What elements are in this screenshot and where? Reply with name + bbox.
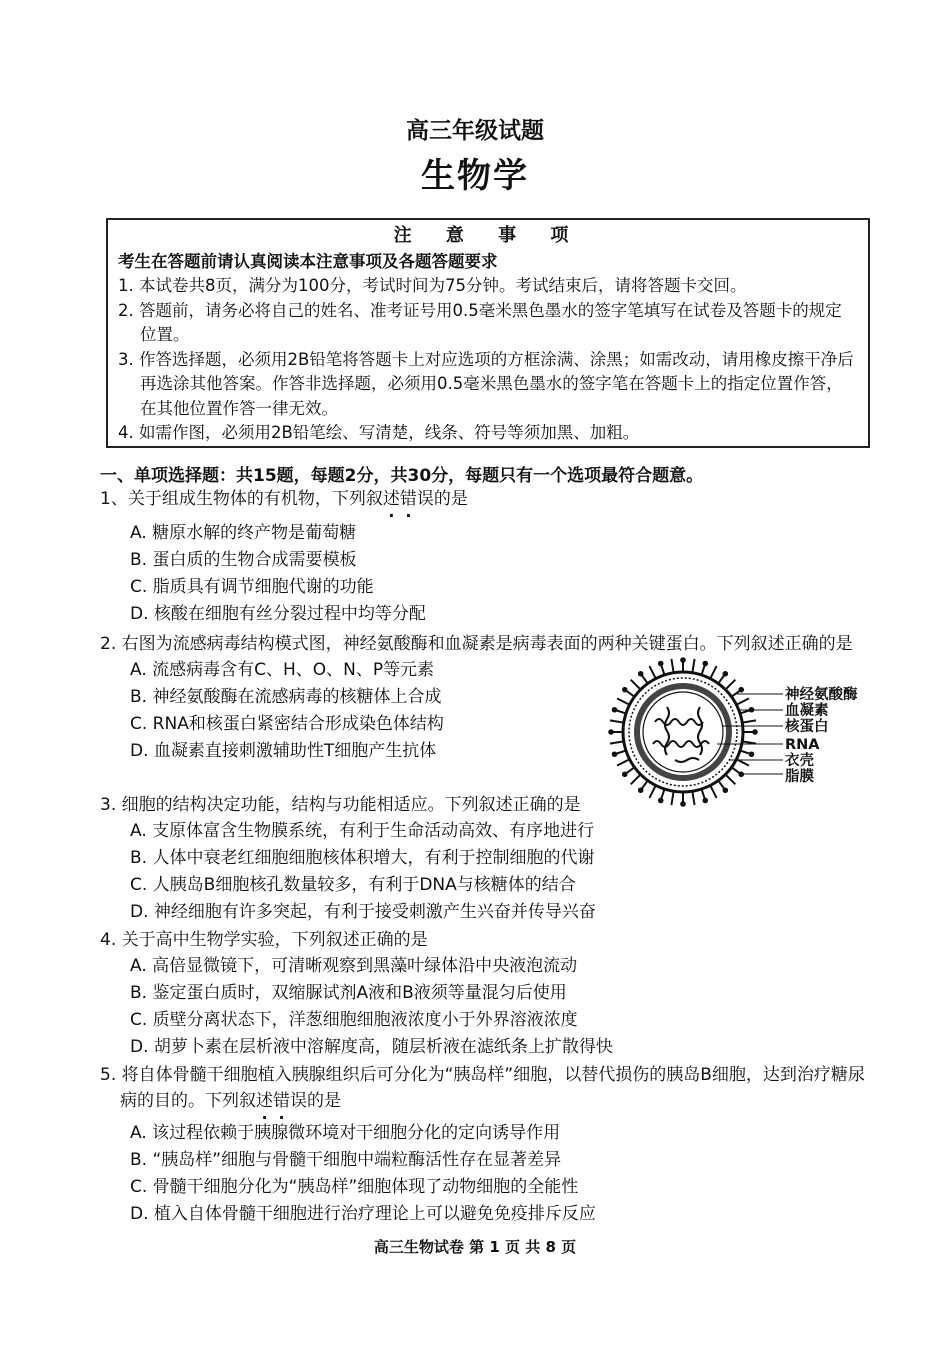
option: B. 人体中衰老红细胞细胞核体积增大，有利于控制细胞的代谢 — [130, 848, 595, 868]
option: A. 流感病毒含有C、H、O、N、P等元素 — [130, 660, 435, 680]
notice-item-1: 1. 本试卷共8页，满分为100分，考试时间为75分钟。考试结束后，请将答题卡交回。 — [118, 276, 747, 295]
option: A. 该过程依赖于胰腺微环境对干细胞分化的定向诱导作用 — [130, 1123, 561, 1143]
label-rna: RNA — [785, 737, 820, 753]
spike-head — [750, 752, 754, 756]
option: B. 蛋白质的生物合成需要模板 — [130, 550, 357, 570]
neuraminidase-spike — [671, 659, 673, 673]
label-lipid-membrane: 脂膜 — [785, 769, 814, 785]
influenza-virus-figure — [605, 652, 885, 812]
option: B. 神经氨酸酶在流感病毒的核糖体上合成 — [130, 687, 442, 707]
emphasis-char: 错 — [399, 489, 417, 509]
label-nucleoprotein: 核蛋白 — [785, 719, 829, 735]
grade-title: 高三年级试题 — [406, 118, 544, 144]
label-hemagglutinin: 血凝素 — [785, 703, 829, 719]
question-1 — [100, 486, 880, 628]
question-4-stem: 4. 关于高中生物学实验，下列叙述正确的是 — [100, 930, 428, 950]
spike-head — [659, 662, 663, 666]
neuraminidase-spike — [649, 666, 655, 678]
option: A. 高倍显微镜下，可清晰观察到黑藻叶绿体沿中央液泡流动 — [130, 956, 578, 976]
notice-item-2: 2. 答题前，请务必将自己的姓名、准考证号用0.5毫米黑色墨水的签字笔填写在试卷及答题卡的规定位置。 — [118, 300, 842, 344]
neuraminidase-spike — [631, 774, 641, 784]
spike-head — [613, 752, 617, 756]
spike-head — [703, 662, 707, 666]
question-5 — [100, 1062, 880, 1228]
notice-item-3: 3. 作答选择题，必须用2B铅笔将答题卡上对应选项的方框涂满、涂黑；如需改动，请用橡皮擦干净后再选涂其他答案。作答非选择题，必须用0.5毫米黑色墨水的签字笔在答题卡上的指定位置作答，在其他位置作答一律无效。 — [118, 349, 854, 418]
notice-item-4: 4. 如需作图，必须用2B铅笔绘、写清楚，线条、符号等须加黑、加粗。 — [118, 423, 640, 442]
option: D. 血凝素直接刺激辅助性T细胞产生抗体 — [130, 741, 437, 761]
neuraminidase-spike — [610, 720, 624, 722]
neuraminidase-spike — [710, 666, 716, 678]
option: D. 核酸在细胞有丝分裂过程中均等分配 — [130, 604, 426, 624]
neuraminidase-spike — [617, 698, 629, 704]
page-footer: 高三生物试卷 第 1 页 共 8 页 — [373, 1238, 577, 1256]
neuraminidase-spike — [617, 759, 629, 765]
emphasis-char: 错 — [273, 1091, 290, 1111]
subject-title: 生物学 — [421, 156, 529, 196]
neuraminidase-spike — [725, 680, 735, 690]
neuraminidase-spike — [736, 698, 748, 704]
emphasis-char: 误 — [290, 1091, 307, 1111]
option: C. 人胰岛B细胞核孔数量较多，有利于DNA与核糖体的结合 — [130, 875, 576, 895]
question-5-stem-text: 5. 将自体骨髓干细胞植入胰腺组织后可分化为“胰岛样”细胞，以替代损伤的胰岛B细胞，达到治疗糖尿病的目的。下列叙述 — [100, 1065, 865, 1111]
section-heading: 一、单项选择题：共15题，每题2分，共30分，每题只有一个选项最符合题意。 — [100, 466, 704, 486]
label-neuraminidase: 神经氨酸酶 — [785, 687, 858, 703]
notice-box — [106, 218, 870, 448]
neuraminidase-spike — [725, 774, 735, 784]
option: D. 植入自体骨髓干细胞进行治疗理论上可以避免免疫排斥反应 — [130, 1204, 596, 1224]
spike-head — [623, 688, 627, 692]
question-1-stem-text: 1、关于组成生物体的有机物，下列叙述 — [100, 489, 400, 509]
option: B. “胰岛样”细胞与骨髓干细胞中端粒酶活性存在显著差异 — [130, 1150, 562, 1170]
question-3-stem: 3. 细胞的结构决定功能，结构与功能相适应。下列叙述正确的是 — [100, 795, 581, 815]
neuraminidase-spike — [742, 720, 756, 722]
spike-head — [609, 730, 613, 734]
option: C. 质壁分离状态下，洋葱细胞细胞液浓度小于外界溶液浓度 — [130, 1010, 578, 1030]
question-1-stem-end: 的是 — [433, 489, 468, 509]
label-capsid: 衣壳 — [785, 753, 814, 769]
option: A. 支原体富含生物膜系统，有利于生命活动高效、有序地进行 — [130, 821, 595, 841]
question-1-stem — [100, 486, 880, 512]
question-5-stem-end: 的是 — [307, 1091, 341, 1111]
spike-head — [739, 688, 743, 692]
emphasis-char: 误 — [416, 489, 434, 509]
option: A. 糖原水解的终产物是葡萄糖 — [130, 523, 357, 543]
option: D. 神经细胞有许多突起，有利于接受刺激产生兴奋并传导兴奋 — [130, 902, 596, 922]
neuraminidase-spike — [692, 659, 694, 673]
question-3 — [100, 792, 880, 926]
option: C. 脂质具有调节细胞代谢的功能 — [130, 577, 374, 597]
option: C. RNA和核蛋白紧密结合形成染色体结构 — [130, 714, 444, 734]
spike-head — [753, 730, 757, 734]
neuraminidase-spike — [610, 741, 624, 743]
spike-head — [724, 672, 728, 676]
option: D. 胡萝卜素在层析液中溶解度高，随层析液在滤纸条上扩散得快 — [130, 1037, 613, 1057]
spike-head — [681, 658, 685, 662]
neuraminidase-spike — [742, 741, 756, 743]
core — [643, 692, 723, 772]
question-4 — [100, 927, 880, 1061]
question-2-stem: 2. 右图为流感病毒结构模式图，神经氨酸酶和血凝素是病毒表面的两种关键蛋白。下列叙述正确的是 — [100, 634, 853, 654]
neuraminidase-spike — [631, 680, 641, 690]
notice-title: 注 意 事 项 — [393, 225, 583, 246]
spike-head — [623, 773, 627, 777]
option: C. 骨髓干细胞分化为“胰岛样”细胞体现了动物细胞的全能性 — [130, 1177, 579, 1197]
spike-head — [639, 672, 643, 676]
option: B. 鉴定蛋白质时，双缩脲试剂A液和B液须等量混匀后使用 — [130, 983, 567, 1003]
spike-head — [613, 708, 617, 712]
notice-subtitle: 考生在答题前请认真阅读本注意事项及各题答题要求 — [118, 251, 498, 271]
question-5-stem — [100, 1062, 880, 1114]
